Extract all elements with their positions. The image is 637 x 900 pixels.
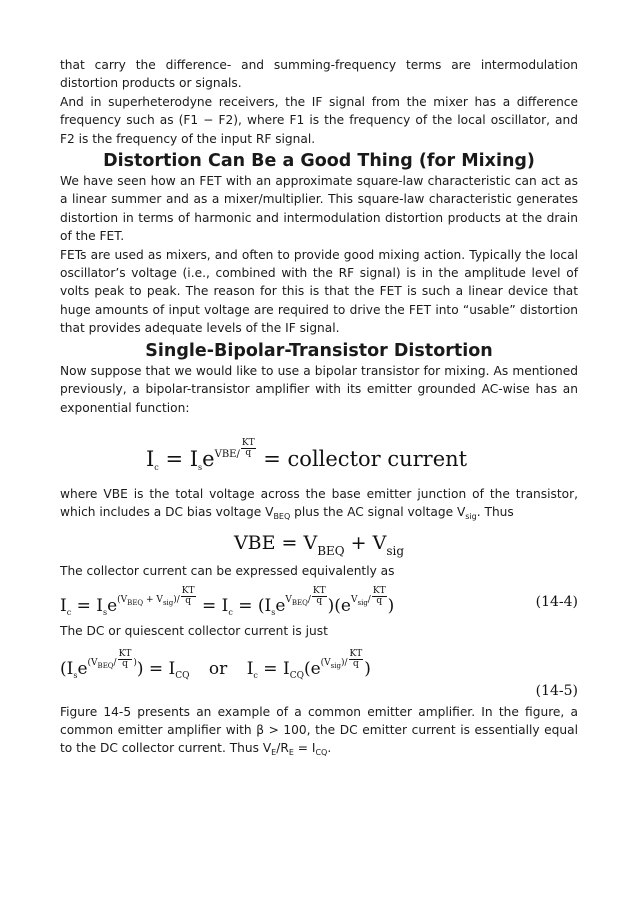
fig-text-4: .	[327, 741, 332, 756]
equation-vbe-sum: VBE = $V_{BEQ} + V_{sig}$	[233, 531, 405, 558]
document-page	[60, 56, 578, 760]
equation-collector-current: Ic = Ise$^{VBE/}$ $\frac{KT}{q}$ = collector current	[146, 437, 468, 472]
equation-collector-label: = collector current	[263, 446, 468, 471]
fig-text-3: = I	[293, 741, 316, 756]
vbe-text-1: where VBE is the total voltage across the base emitter junction of the transistor, which includes a DC bias voltage V	[60, 486, 578, 520]
heading-distortion-mixing: Distortion Can Be a Good Thing (for Mixing)	[103, 151, 535, 172]
paragraph-fet-square-law: We have seen how an FET with an approximate square-law characteristic can act as a linear summer and as a mixer/multiplier. This square-law characteristic generates distortion in terms of harmonic and intermodulation distortion products at the drain of the FET.	[60, 174, 578, 244]
sub-e-1: E	[271, 748, 277, 758]
equation-number-14-5: (14-5)	[535, 682, 578, 699]
sub-e-2: E	[288, 748, 294, 758]
heading-bipolar-distortion: Single-Bipolar-Transistor Distortion	[145, 340, 493, 361]
paragraph-figure-14-5	[60, 703, 578, 760]
vbe-text-2: plus the AC signal voltage V	[290, 505, 466, 520]
sub-sig: sig	[465, 512, 477, 522]
equation-number-14-4: (14-4)	[535, 594, 578, 611]
equation-14-5: ($I_se^{(VBEQ/}$ $\frac{KT}{q}$ $^)) = I_{CQ}$ or $I_c = I_{CQ}(e^{(Vsig)/}$ $\frac{KT}{q}$ ) (14-5)	[60, 648, 578, 699]
paragraph-intermod: that carry the difference- and summing-frequency terms are intermodulation distortion products or signals.	[60, 58, 578, 91]
vbe-text-3: . Thus	[476, 505, 514, 520]
paragraph-superhet: And in superheterodyne receivers, the IF signal from the mixer has a difference frequency such as (F1 − F2), where F1 is the frequency of the local oscillator, and F2 is the frequency of the input RF signal.	[60, 94, 578, 146]
fig-text-1: Figure 14-5 presents an example of a common emitter amplifier. In the figure, a common emitter amplifier with β > 100, the DC emitter current is essentially equal to the DC collector current. Thus V	[60, 704, 578, 756]
paragraph-collector-equivalent: The collector current can be expressed equivalently as	[60, 563, 395, 578]
paragraph-bipolar-intro: Now suppose that we would like to use a bipolar transistor for mixing. As mentioned previously, a bipolar-transistor amplifier with its emitter grounded AC-wise has an exponential function:	[60, 363, 578, 415]
paragraph-fet-mixers: FETs are used as mixers, and often to provide good mixing action. Typically the local oscillator’s voltage (i.e., combined with the RF signal) is in the amplitude level of volts peak to peak. The reason for this is that the FET is such a linear device that huge amounts of input voltage are required to drive the FET into “usable” distortion that provides adequate levels of the IF signal.	[60, 247, 578, 336]
fig-text-2: /R	[276, 741, 289, 756]
paragraph-quiescent: The DC or quiescent collector current is just	[60, 624, 328, 639]
sub-beq: BEQ	[273, 512, 291, 522]
equation-or-word: or	[208, 658, 228, 679]
paragraph-vbe-definition	[60, 485, 578, 524]
equation-14-4: $I_c = I_se^{(VBEQ}$ $^{+ Vsig)/}$ $\frac{KT}{q}$ = $I_c = (I_se^{VBEQ/}$ $\frac{KT}{q}$ )($e^{Vsig/}$ $\frac{KT}{q}$ ) (14-4)	[60, 586, 578, 618]
sub-cq: CQ	[315, 748, 328, 758]
